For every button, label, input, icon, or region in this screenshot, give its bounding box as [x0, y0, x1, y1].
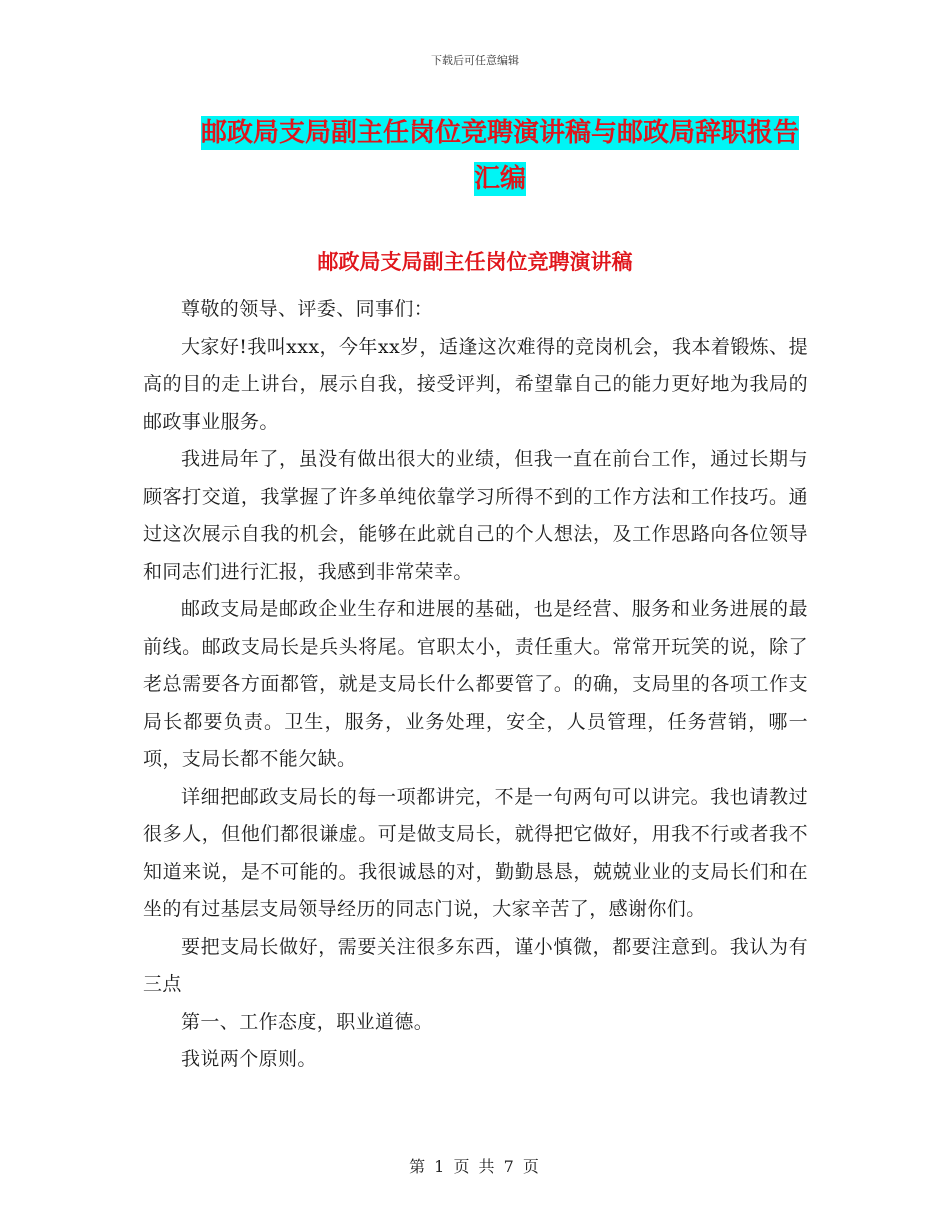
page-number-footer: 第 1 页 共 7 页: [409, 1157, 541, 1176]
document-title-line-2: 汇编: [473, 164, 526, 194]
paragraph: 我进局年了，虽没有做出很大的业绩，但我一直在前台工作，通过长期与顾客打交道，我掌握了许多单纯依靠学习所得不到的工作方法和工作技巧。通过这次展示自我的机会，能够在此就自己的个人想法，及工作思路向各位领导和同志们进行汇报，我感到非常荣幸。: [143, 448, 808, 583]
paragraph: 邮政支局是邮政企业生存和进展的基础，也是经营、服务和业务进展的最前线。邮政支局长是兵头将尾。官职太小，责任重大。常常开玩笑的说，除了老总需要各方面都管，就是支局长什么都要管了。的确，支局里的各项工作支局长都要负责。卫生，服务，业务处理，安全，人员管理，任务营销，哪一项，支局长都不能欠缺。: [143, 598, 808, 770]
paragraph: 大家好!我叫xxx，今年xx岁，适逢这次难得的竞岗机会，我本着锻炼、提高的目的走上讲台，展示自我，接受评判，希望靠自己的能力更好地为我局的邮政事业服务。: [143, 335, 808, 433]
section-title: 邮政局支局副主任岗位竞聘演讲稿: [317, 250, 633, 274]
paragraph: 第一、工作态度，职业道德。: [181, 1010, 434, 1033]
body-text: [143, 291, 808, 1079]
page-header: 下载后可任意编辑: [431, 54, 519, 67]
paragraph: 我说两个原则。: [181, 1048, 317, 1070]
paragraph: 详细把邮政支局长的每一项都讲完，不是一句两句可以讲完。我也请教过很多人，但他们都很谦虚。可是做支局长，就得把它做好，用我不行或者我不知道来说，是不可能的。我很诚恳的对，勤勤恳恳，兢兢业业的支局长们和在坐的有过基层支局领导经历的同志门说，大家辛苦了，感谢你们。: [143, 785, 808, 920]
paragraph-salutation: 尊敬的领导、评委、同事们：: [181, 298, 434, 320]
paragraph: 要把支局长做好，需要关注很多东西，谨小慎微，都要注意到。我认为有三点: [143, 935, 808, 995]
document-title: [150, 110, 850, 202]
document-title-line-1: 邮政局支局副主任岗位竞聘演讲稿与邮政局辞职报告: [200, 118, 799, 148]
